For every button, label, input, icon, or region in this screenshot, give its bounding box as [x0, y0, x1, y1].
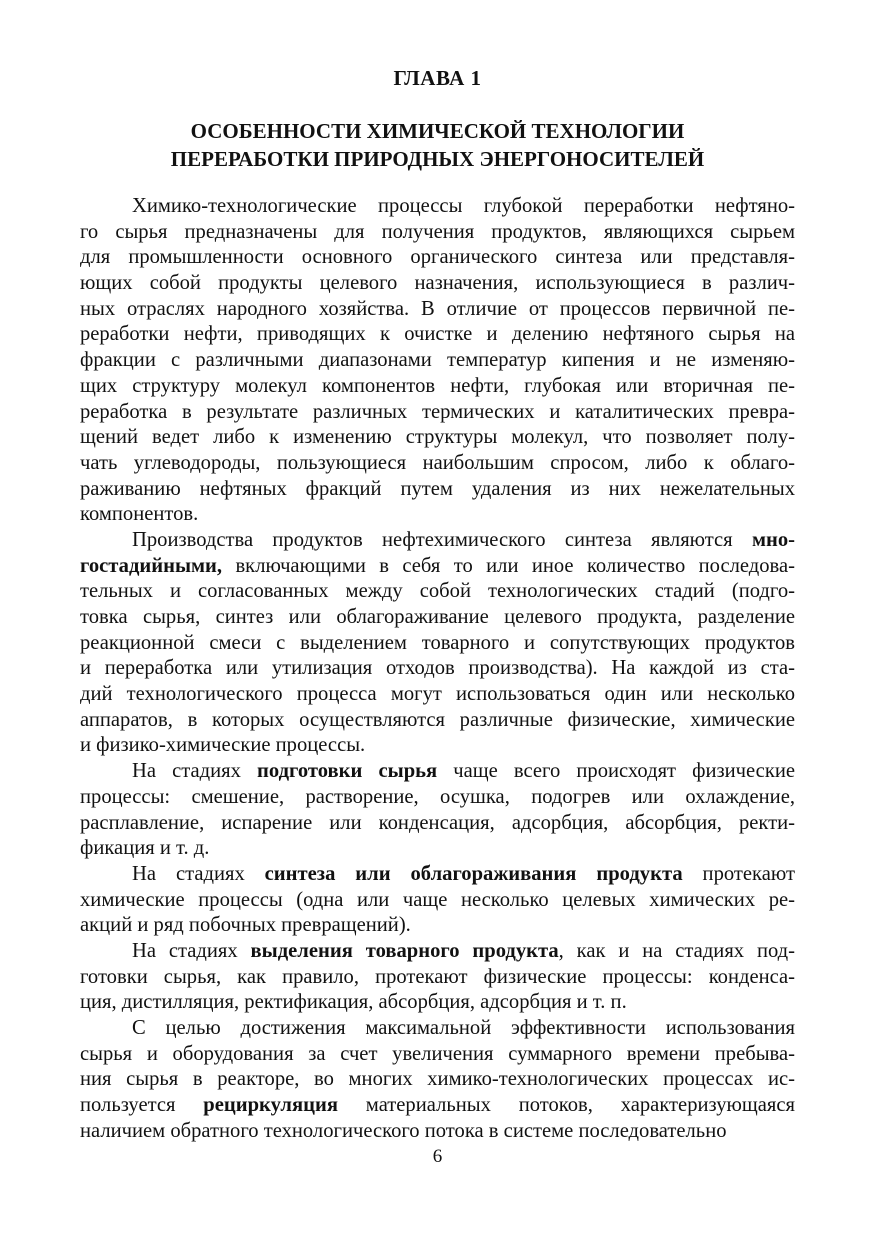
text-run: реакционной смеси с выделением товарного и сопутствующих продуктов	[80, 631, 795, 654]
text-run: пользуется	[80, 1094, 204, 1117]
text-line	[80, 836, 795, 862]
bold-term: мно-	[751, 528, 795, 551]
chapter-label: ГЛАВА 1	[393, 66, 482, 90]
paragraph	[80, 862, 795, 939]
paragraph	[80, 1016, 795, 1144]
text-run: Химико-технологические процессы глубокой переработки нефтяно-	[132, 195, 795, 217]
text-run: С целью достижения максимальной эффективности использования	[132, 1017, 795, 1039]
text-line	[80, 888, 795, 914]
text-run: процессы: смешение, растворение, осушка, подогрев или охлаждение,	[80, 785, 795, 808]
bold-term: гостадийными,	[80, 554, 223, 577]
text-run: фракции с различными диапазонами температур кипения и не изменяю-	[80, 349, 795, 372]
text-line	[80, 1067, 795, 1093]
text-run: и физико-химические процессы.	[80, 734, 366, 757]
text-line	[80, 708, 795, 734]
bold-term: синтеза или облагораживания продукта	[264, 862, 683, 885]
paragraph	[80, 528, 795, 759]
text-line	[80, 1042, 795, 1068]
text-line	[80, 579, 795, 605]
paragraph	[80, 939, 795, 1016]
text-run: фикация и т. д.	[80, 837, 210, 860]
page-number: 6	[432, 1146, 443, 1167]
text-line	[80, 271, 795, 297]
text-line	[80, 297, 795, 323]
text-line	[80, 245, 795, 271]
paragraph	[80, 194, 795, 528]
text-line	[80, 913, 795, 939]
text-line	[80, 1119, 795, 1145]
text-run: ющих собой продукты целевого назначения, использующиеся в различ-	[80, 272, 795, 295]
text-run: реработка в результате различных термических и каталитических превра-	[80, 400, 795, 423]
text-run: товка сырья, синтез или облагораживание целевого продукта, разделение	[80, 606, 795, 628]
text-line	[80, 194, 795, 220]
text-run: компонентов.	[80, 503, 199, 526]
text-line	[80, 656, 795, 682]
text-run: акций и ряд побочных превращений).	[80, 914, 411, 937]
text-run: реработки нефти, приводящих к очистке и делению нефтяного сырья на	[80, 323, 795, 346]
text-run: химические процессы (одна или чаще несколько целевых химических ре-	[80, 888, 795, 911]
bold-term: подготовки сырья	[257, 760, 438, 783]
text-run: ния сырья в реакторе, во многих химико-технологических процессах ис-	[80, 1068, 795, 1091]
text-run: и переработка или утилизация отходов производства). На каждой из ста-	[80, 657, 795, 680]
text-line	[80, 1016, 795, 1042]
text-line	[80, 862, 795, 888]
text-run: аппаратов, в которых осуществляются различные физические, химические	[80, 708, 795, 731]
text-run: щений ведет либо к изменению структуры молекул, что позволяет полу-	[80, 426, 795, 449]
text-run: ных отраслях народного хозяйства. В отличие от процессов первичной пе-	[80, 297, 795, 320]
text-line	[80, 785, 795, 811]
text-line	[80, 965, 795, 991]
bold-term: выделения товарного продукта	[250, 939, 559, 962]
text-line	[80, 322, 795, 348]
text-line	[80, 425, 795, 451]
text-line	[80, 528, 795, 554]
text-run: дий технологического процесса могут использоваться один или несколько	[80, 683, 795, 706]
text-line	[80, 400, 795, 426]
text-line	[80, 682, 795, 708]
paragraph	[80, 759, 795, 862]
text-run: сырья и оборудования за счет увеличения суммарного времени пребыва-	[80, 1042, 795, 1065]
text-run: расплавление, испарение или конденсация, адсорбция, абсорбция, ректи-	[80, 811, 795, 834]
text-run: чаще всего происходят физические	[437, 760, 795, 783]
text-line	[80, 374, 795, 400]
text-run: включающими в себя то или иное количество последова-	[222, 554, 795, 577]
text-line	[80, 348, 795, 374]
text-run: , как и на стадиях под-	[558, 939, 796, 962]
text-run: готовки сырья, как правило, протекают физические процессы: конденса-	[80, 965, 795, 988]
bold-term: рециркуляция	[203, 1094, 338, 1117]
chapter-title-line-2: ПЕРЕРАБОТКИ ПРИРОДНЫХ ЭНЕРГОНОСИТЕЛЕЙ	[170, 147, 705, 171]
text-line	[80, 631, 795, 657]
text-run: чать углеводороды, пользующиеся наибольшим спросом, либо к облаго-	[80, 451, 795, 474]
text-run: Производства продуктов нефтехимического синтеза являются	[132, 528, 752, 551]
text-run: протекают	[682, 862, 795, 885]
text-line	[80, 811, 795, 837]
chapter-title-line-1: ОСОБЕННОСТИ ХИМИЧЕСКОЙ ТЕХНОЛОГИИ	[190, 119, 685, 143]
text-line	[80, 451, 795, 477]
text-run: На стадиях	[132, 939, 251, 962]
text-line	[80, 939, 795, 965]
text-run: для промышленности основного органического синтеза или представля-	[80, 246, 795, 269]
text-run: ция, дистилляция, ректификация, абсорбция, адсорбция и т. п.	[80, 991, 627, 1014]
text-run: наличием обратного технологического потока в системе последовательно	[80, 1119, 727, 1142]
text-line	[80, 477, 795, 503]
text-line	[80, 990, 795, 1016]
text-run: На стадиях	[132, 862, 265, 885]
text-run: материальных потоков, характеризующаяся	[337, 1094, 795, 1117]
text-run: го сырья предназначены для получения продуктов, являющихся сырьем	[80, 220, 795, 243]
text-line	[80, 554, 795, 580]
text-line	[80, 733, 795, 759]
text-line	[80, 1093, 795, 1119]
chapter-title	[80, 117, 795, 173]
text-run: раживанию нефтяных фракций путем удаления из них нежелательных	[80, 477, 795, 500]
text-line	[80, 502, 795, 528]
text-run: тельных и согласованных между собой технологических стадий (подго-	[80, 580, 795, 603]
text-line	[80, 220, 795, 246]
text-line	[80, 605, 795, 631]
body-text	[80, 194, 795, 1144]
text-line	[80, 759, 795, 785]
text-run: На стадиях	[132, 760, 258, 783]
text-run: щих структуру молекул компонентов нефти, глубокая или вторичная пе-	[80, 374, 795, 397]
